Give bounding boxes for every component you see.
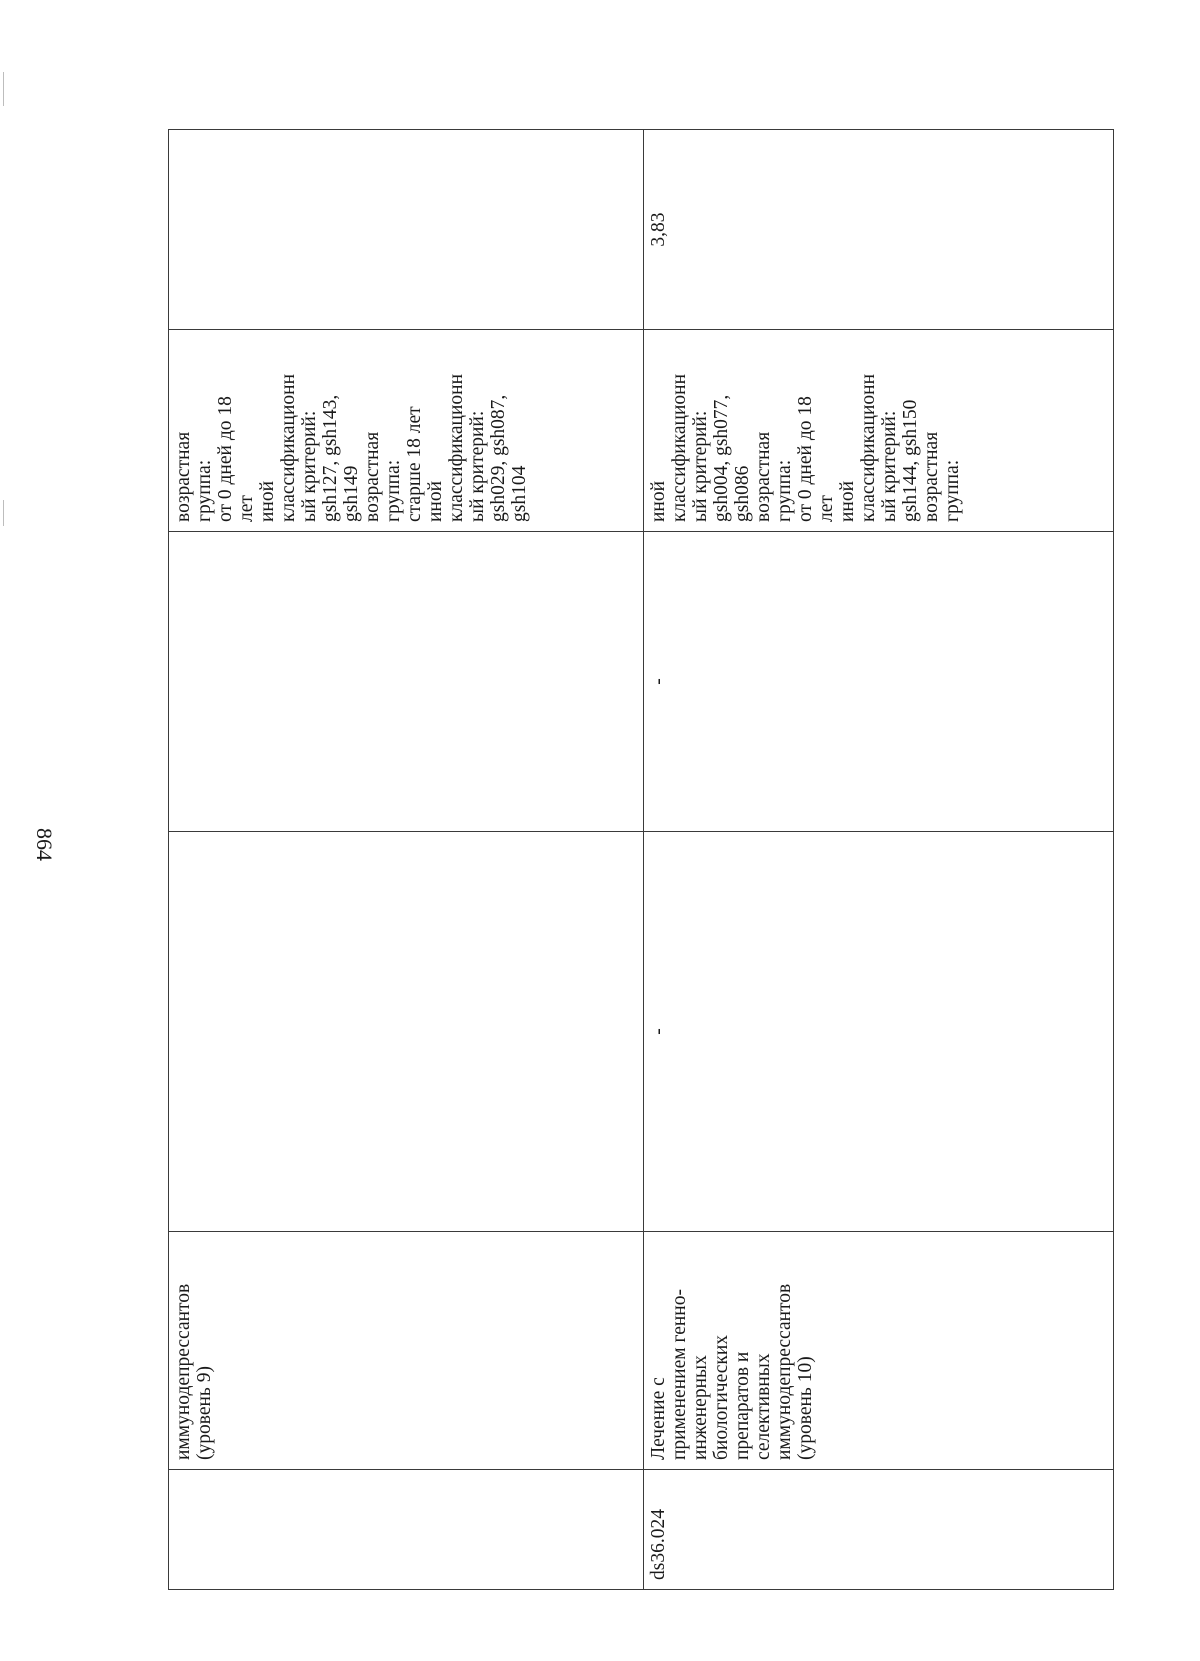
row-coefficient-cell [169, 130, 644, 330]
row-col3-cell [169, 832, 644, 1232]
table-row [169, 130, 644, 1590]
tariff-table [168, 129, 1114, 1590]
row-col4-cell: - [644, 532, 1114, 832]
row-name-cell: Лечение с применением генно- инженерных биологических препаратов и селективных иммунодепрессантов (уровень 10) [644, 1232, 1114, 1470]
row-col4-cell [169, 532, 644, 832]
scan-mark [3, 500, 4, 526]
page-number: 864 [32, 828, 57, 861]
rotated-table-sheet [168, 130, 1113, 1590]
row-code-cell: ds36.024 [644, 1470, 1114, 1590]
scan-mark [3, 72, 4, 106]
row-criteria-cell: иной классификационн ый критерий: gsh004, gsh077, gsh086 возрастная группа: от 0 дней до 18 лет иной классификационн ый критерий: gsh144, gsh150 возрастная группа: [644, 330, 1114, 532]
row-name-cell: иммунодепрессантов (уровень 9) [169, 1232, 644, 1470]
row-code-cell [169, 1470, 644, 1590]
table-row [644, 130, 1114, 1590]
row-coefficient-cell: 3,83 [644, 130, 1114, 330]
row-col3-cell: - [644, 832, 1114, 1232]
row-criteria-cell: возрастная группа: от 0 дней до 18 лет иной классификационн ый критерий: gsh127, gsh143, gsh149 возрастная группа: старше 18 лет иной классификационн ый критерий: gsh029, gsh087, gsh104 [169, 330, 644, 532]
